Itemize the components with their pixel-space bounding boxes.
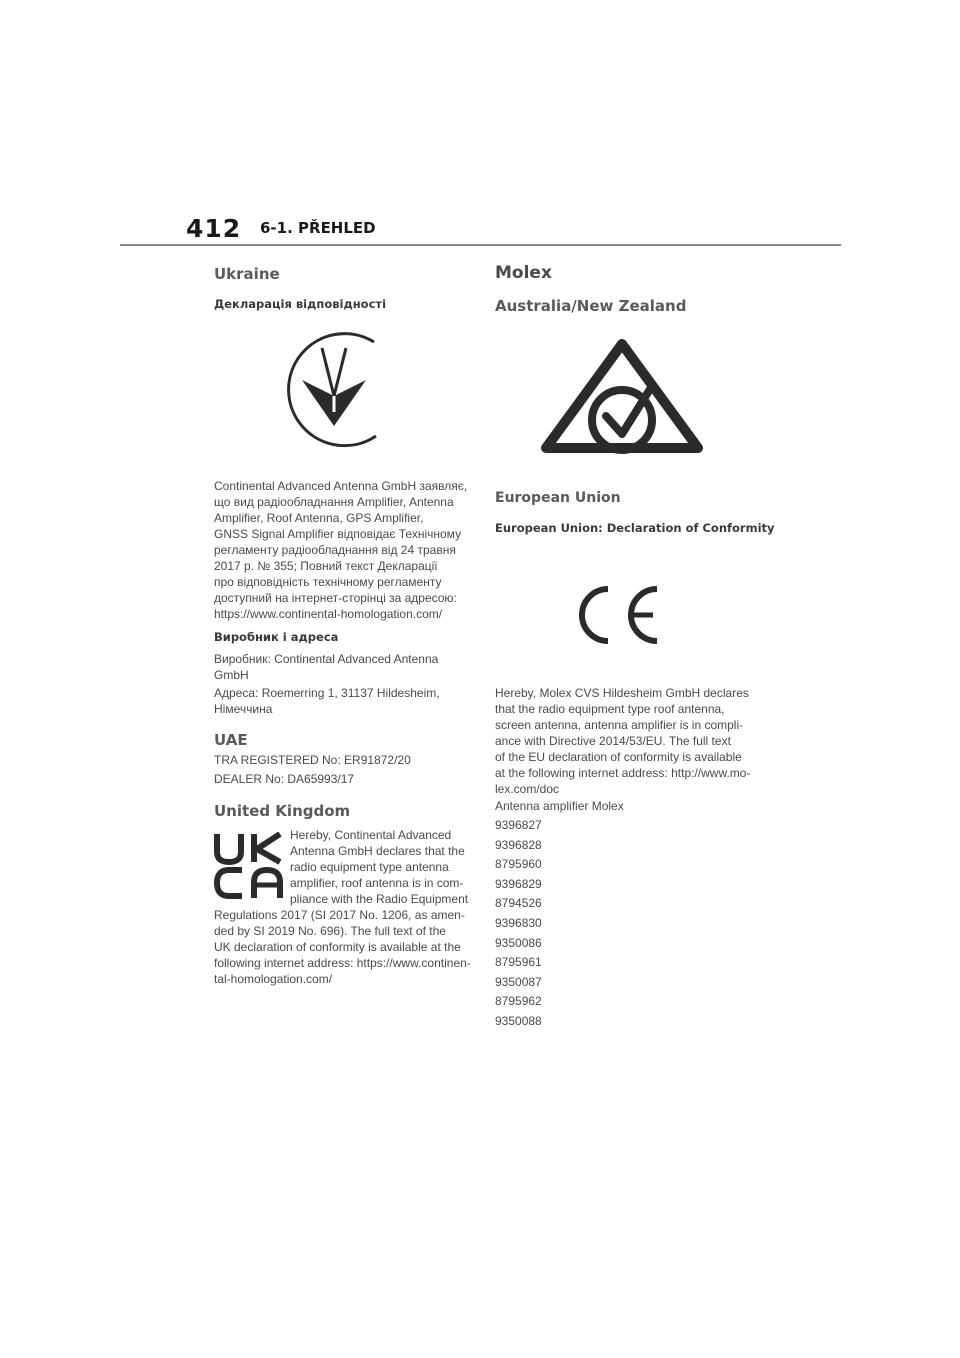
manufacturer-line: GmbH: [214, 668, 249, 682]
ukraine-body-line: 2017 р. № 355; Повний текст Декларації: [214, 559, 438, 573]
page-number: 412: [186, 214, 242, 243]
part-number: 9396828: [495, 837, 542, 852]
uae-tra-number: TRA REGISTERED No: ER91872/20: [214, 753, 411, 767]
ukraine-body-line: Continental Advanced Antenna GmbH заявляє,: [214, 479, 468, 493]
eu-body-line: of the EU declaration of conformity is available: [495, 750, 742, 764]
uae-dealer-number: DEALER No: DA65993/17: [214, 772, 355, 786]
ukraine-body-line: GNSS Signal Amplifier відповідає Технічному: [214, 527, 462, 541]
molex-heading: Molex: [495, 263, 552, 283]
ukraine-heading: Ukraine: [214, 265, 280, 283]
part-number: 9350088: [495, 1013, 542, 1028]
ukraine-body: [214, 478, 474, 622]
ukraine-body-line: доступний на інтернет-сторінці за адресою:: [214, 591, 457, 605]
australia-nz-heading: Australia/New Zealand: [495, 297, 687, 315]
uk-heading: United Kingdom: [214, 802, 351, 820]
uk-text-line: Regulations 2017 (SI 2017 No. 1206, as amen-: [214, 908, 465, 922]
manufacturer-heading: Виробник і адреса: [214, 630, 339, 644]
uk-indented-text: [290, 827, 470, 907]
uk-text-line: Hereby, Continental Advanced: [290, 828, 452, 842]
ukraine-body-line: про відповідність технічному регламенту: [214, 575, 442, 589]
address-line: Німеччина: [214, 702, 273, 716]
part-number: 9350087: [495, 974, 542, 989]
eu-body-line: lex.com/doc: [495, 782, 560, 796]
eu-body-line: at the following internet address: http://www.mo-: [495, 766, 751, 780]
part-number: 9350086: [495, 935, 542, 950]
ukraine-body-line: Amplifier, Roof Antenna, GPS Amplifier,: [214, 511, 424, 525]
part-number: 8795962: [495, 994, 542, 1009]
ukraine-body-line: регламенту радіообладнання від 24 травня: [214, 543, 456, 557]
amplifier-heading: Antenna amplifier Molex: [495, 799, 624, 813]
header-divider: [120, 244, 841, 246]
uk-text-line: pliance with the Radio Equipment: [290, 892, 469, 906]
manufacturer-line: Виробник: Continental Advanced Antenna: [214, 652, 439, 666]
uk-text-line: UK declaration of conformity is available at the: [214, 940, 461, 954]
european-union-heading: European Union: [495, 490, 621, 506]
ukca-mark-icon: [214, 832, 284, 900]
part-number: 8795961: [495, 955, 542, 970]
ukraine-body-line: що вид радіообладнання Amplifier, Antenna: [214, 495, 454, 509]
part-number: 9396827: [495, 818, 542, 832]
uk-text-line: ded by SI 2019 No. 696). The full text of the: [214, 924, 446, 938]
uae-heading: UAE: [214, 731, 248, 749]
ce-mark-icon: [575, 585, 665, 645]
eu-body-line: Hereby, Molex CVS Hildesheim GmbH declares: [495, 686, 749, 700]
uk-text-line: tal-homologation.com/: [214, 972, 333, 986]
manufacturer-text: [214, 651, 474, 683]
address-line: Адреса: Roemerring 1, 31137 Hildesheim,: [214, 686, 440, 700]
uk-text-line: following internet address: https://www.continen-: [214, 956, 471, 970]
part-number: 9396830: [495, 915, 542, 930]
uk-text-line: Antenna GmbH declares that the: [290, 844, 465, 858]
uk-text-line: radio equipment type antenna: [290, 860, 449, 874]
rcm-mark-icon: [540, 338, 704, 458]
part-number: 8795960: [495, 857, 542, 872]
ukraine-body-line: https://www.continental-homologation.com/: [214, 607, 443, 621]
part-number: 9396829: [495, 876, 542, 891]
part-number: 8794526: [495, 896, 542, 911]
eu-declaration-subheading: European Union: Declaration of Conformity: [495, 521, 775, 535]
ukraine-conformity-mark-icon: [276, 330, 390, 456]
eu-body: [495, 685, 757, 797]
eu-body-line: that the radio equipment type roof antenna,: [495, 702, 725, 716]
chapter-title: 6-1. PŘEHLED: [260, 219, 376, 237]
eu-body-line: screen antenna, antenna amplifier is in compli-: [495, 718, 744, 732]
part-number-list: [495, 817, 542, 1033]
address-text: [214, 685, 474, 717]
ukraine-subheading: Декларація відповідності: [214, 297, 387, 311]
uk-full-text: [214, 907, 476, 987]
uk-text-line: amplifier, roof antenna is in com-: [290, 876, 464, 890]
eu-body-line: ance with Directive 2014/53/EU. The full text: [495, 734, 731, 748]
